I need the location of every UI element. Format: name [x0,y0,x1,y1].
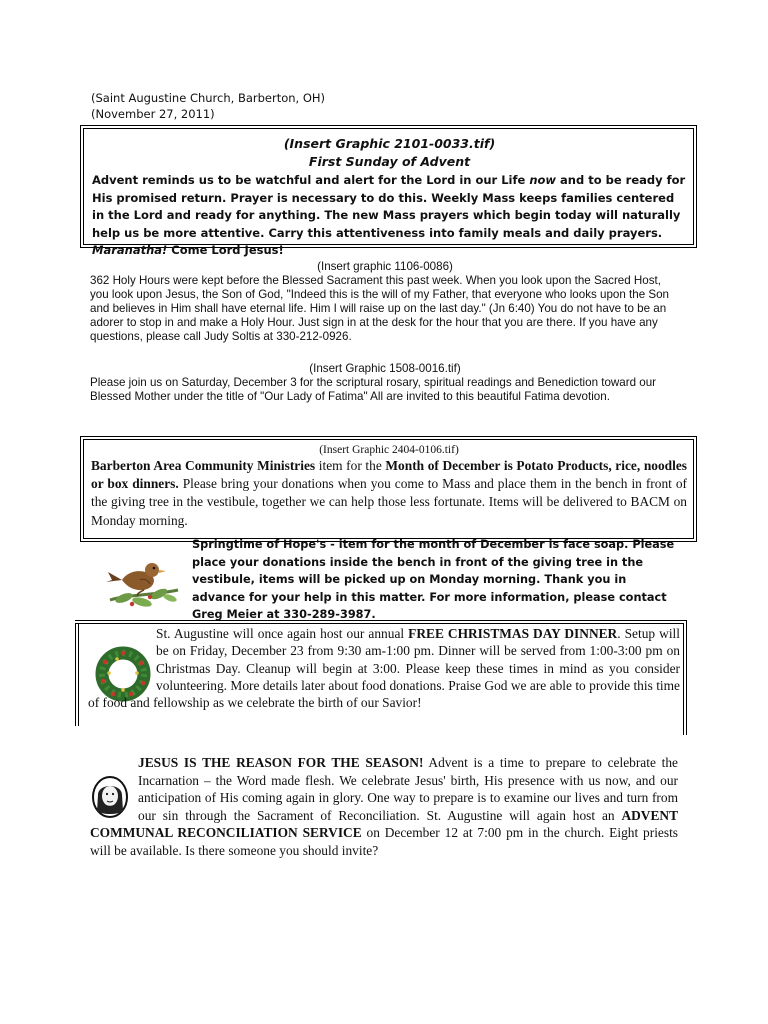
reason-for-season-text: JESUS IS THE REASON FOR THE SEASON! Advent is a time to prepare to celebrate the Incarnation – the Word made flesh. We celebrate Jesus' birth, His presence with us now, and our anticipation of His coming again in glory. One way to prepare is to examine our lives and turn from our sin through the Sacrament of Reconciliation. St. Augustine will again host an ADVENT COMMUNAL RECONCILIATION SERVICE on December 12 at 7:00 pm in the church. Eight priests will be available. Is there someone you should invite? [90,755,678,858]
christmas-dinner-body: . Setup will be on Friday, December 23 from 9:30 am-1:00 pm. Dinner will be served from 1:00-3:00 pm on Christmas Day. Cleanup will begin at 3:00. Please keep these times in mind as you consider volunteering. More details later about food donations. Praise God we are able to provide this time of food and fellowship as we celebrate the birth of our Savior! [88,626,680,711]
reconciliation-service-title: ADVENT COMMUNAL RECONCILIATION SERVICE [90,807,678,841]
holy-hours-body: 362 Holy Hours were kept before the Blessed Sacrament this past week. When you look upon the Sacred Host, you look upon Jesus, the Son of God, "Indeed this is the will of my Father, that everyone who looks upon the Son and believes in Him shall have eternal life. Him I will raise up on the last day." (Jn 6:40) You do not have to be an adorer to stop in and make a Holy Hour. Just sign in at the desk for the hour that you are there. If you have any questions, please call Judy Soltis at 330-212-0926. [90,274,669,343]
bacm-body: Barberton Area Community Ministries item for the Month of December is Potato Products, rice, noodles or box dinners. Please bring your donations when you come to Mass and place them in the bench in front of the giving tree in the vestibule, together we can help those less fortunate. Items will be delivered to BACM on Monday morning. [91,458,688,528]
bulletin-header [91,90,491,122]
bacm-graphic-note: (Insert Graphic 2404-0106.tif) [319,444,459,456]
rosary-section [90,362,680,404]
holy-hours-section [90,260,680,344]
bulletin-date: (November 27, 2011) [91,107,215,121]
christmas-dinner-title: FREE CHRISTMAS DAY DINNER [408,626,618,641]
advent-title: First Sunday of Advent [308,154,471,169]
bacm-org-name: Barberton Area Community Ministries [91,458,316,473]
advent-graphic-note: (Insert Graphic 2101-0033.tif) [283,136,496,151]
springtime-of-hope-section: Springtime of Hope's - item for the month of December is face soap. Please place your donations inside the bench in front of the giving tree in the vestibule, items will be picked up on Monday morning. Thank you in advance for your help in this matter. For more information, please contact Greg Meier at 330-289-3987. [192,538,675,621]
christmas-dinner-text: St. Augustine will once again host our annual FREE CHRISTMAS DAY DINNER. Setup will be on Friday, December 23 from 9:30 am-1:00 pm. Dinner will be served from 1:00-3:00 pm on Christmas Day. Cleanup will begin at 3:00. Please keep these times in mind as you consider volunteering. More details later about food donations. Praise God we are able to provide this time of food and fellowship as we celebrate the birth of our Savior! [88,626,680,711]
season-headline: JESUS IS THE REASON FOR THE SEASON! [138,755,424,770]
portrait-spacer [90,772,138,824]
bacm-announcement-box [80,436,697,542]
rosary-graphic-note: (Insert Graphic 1508-0016.tif) [309,362,461,375]
rosary-body: Please join us on Saturday, December 3 for the scriptural rosary, spiritual readings and Benediction toward our Blessed Mother under the title of "Our Lady of Fatima" All are invited to this beautiful Fatima devotion. [90,376,657,403]
advent-announcement-box [80,125,697,257]
bird-on-branch-icon [104,550,182,612]
wreath-spacer [88,642,156,694]
box-left-border [75,624,79,726]
advent-body: Advent reminds us to be watchful and alert for the Lord in our Life now and to be ready for His promised return. Prayer is necessary to do this. Weekly Mass keeps families centered in the Lord and ready for anything. The new Mass prayers which begin today will naturally help us be more attentive. Carry this attentiveness into family meals and daily prayers. Maranatha! Come Lord Jesus! [92,173,686,257]
bacm-month-items: Month of December is Potato Products, rice, noodles or box dinners. [91,458,687,492]
advent-now: now [529,173,557,187]
holy-hours-graphic-note: (Insert graphic 1106-0086) [317,260,453,273]
church-name: (Saint Augustine Church, Barberton, OH) [91,91,326,105]
advent-maranatha: Maranatha! [92,243,168,257]
